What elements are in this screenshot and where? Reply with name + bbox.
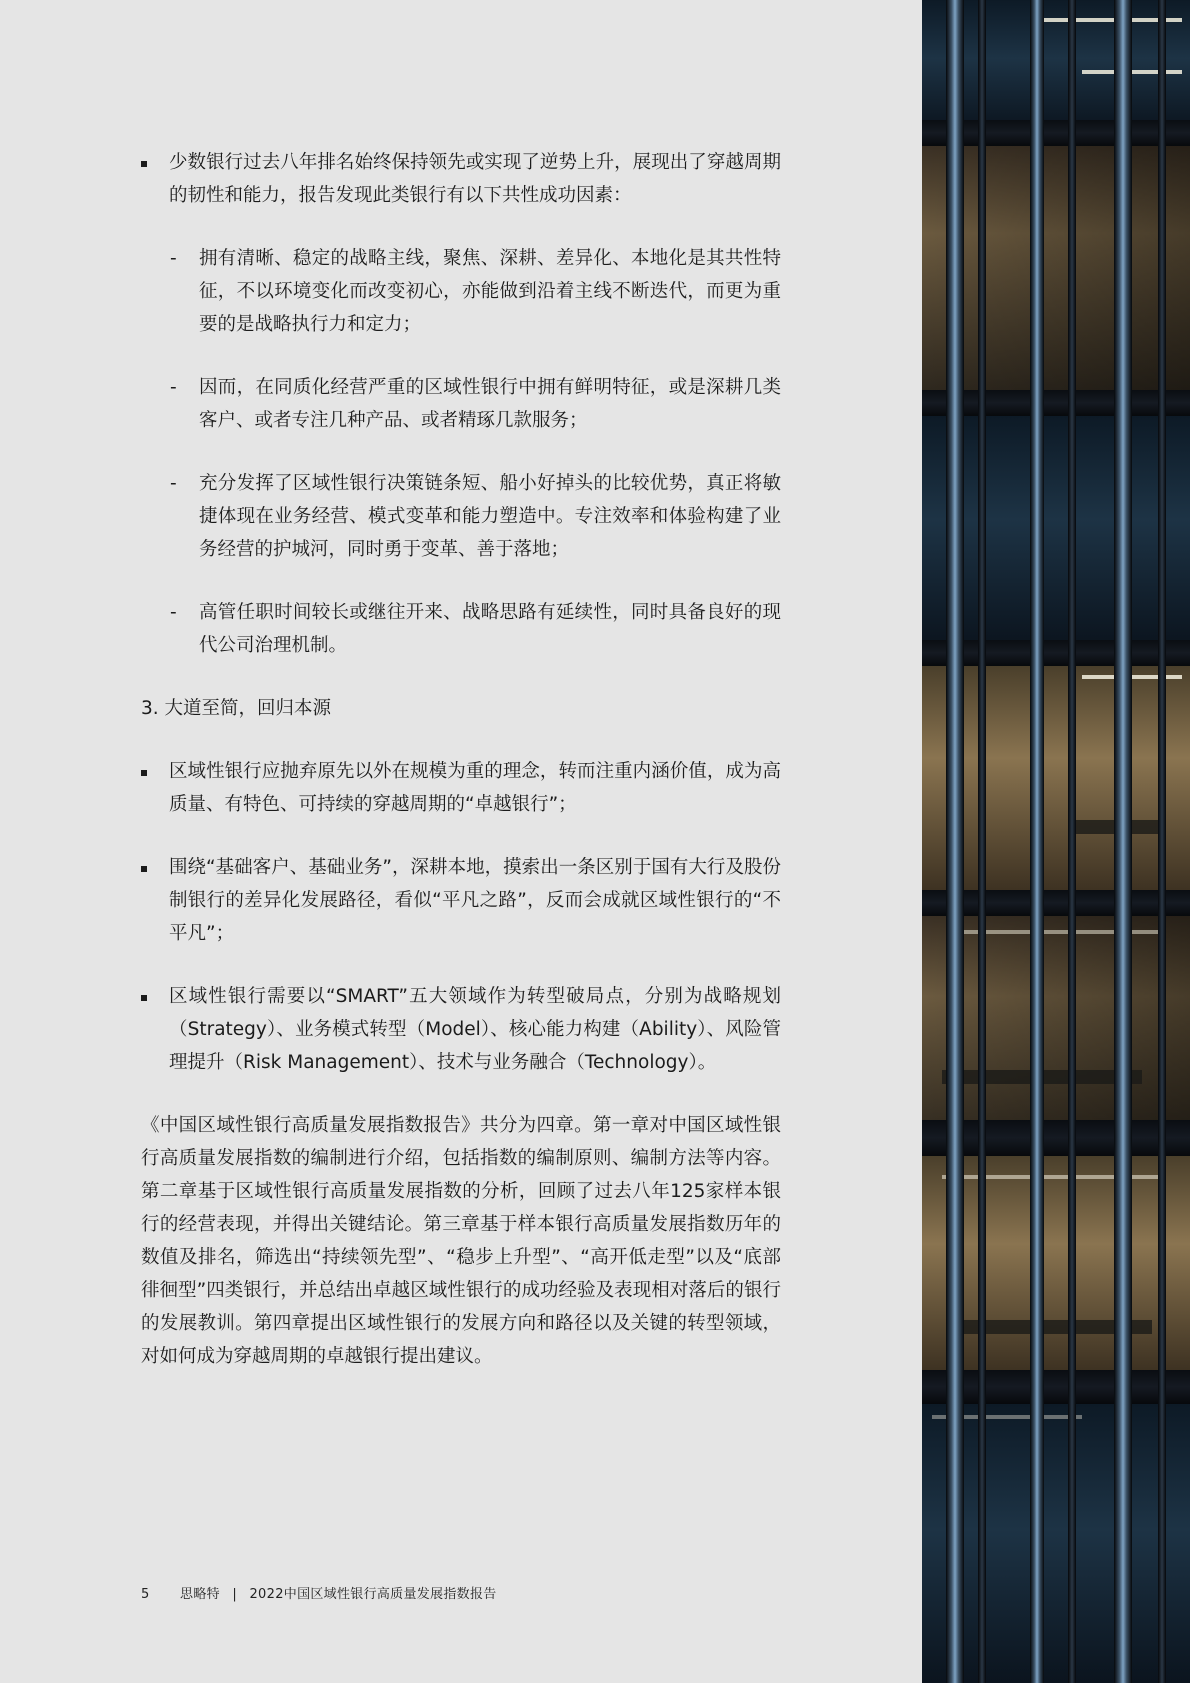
facade-mullion <box>1158 0 1166 1683</box>
dash-text: 充分发挥了区域性银行决策链条短、船小好掉头的比较优势，真正将敏捷体现在业务经营、模式变革和能力塑造中。专注效率和体验构建了业务经营的护城河，同时勇于变革、善于落地； <box>199 473 781 560</box>
square-bullet-icon <box>141 866 147 872</box>
facade-mullion <box>1030 0 1044 1683</box>
facade-mullion <box>1114 0 1132 1683</box>
dash-marker: - <box>170 473 177 494</box>
bullet-text: 少数银行过去八年排名始终保持领先或实现了逆势上升，展现出了穿越周期的韧性和能力，报告发现此类银行有以下共性成功因素： <box>169 152 781 206</box>
bullet-item-intrinsic-value <box>141 755 781 821</box>
dash-text: 高管任职时间较长或继往开来、战略思路有延续性，同时具备良好的现代公司治理机制。 <box>199 602 781 656</box>
dash-marker: - <box>170 248 177 269</box>
bullet-text: 区域性银行需要以“SMART”五大领域作为转型破局点，分别为战略规划（Strategy）、业务模式转型（Model）、核心能力构建（Ability）、风险管理提升（Risk Management）、技术与业务融合（Technology）。 <box>169 986 781 1073</box>
ceiling-light <box>1082 675 1182 679</box>
page-footer <box>141 1583 497 1602</box>
bullet-item-smart <box>141 980 781 1079</box>
bullet-text: 围绕“基础客户、基础业务”，深耕本地，摸索出一条区别于国有大行及股份制银行的差异化发展路径，看似“平凡之路”，反而会成就区域性银行的“不平凡”； <box>169 857 781 944</box>
dash-item-governance <box>141 596 781 662</box>
section-heading: 3. 大道至简，回归本源 <box>141 698 332 719</box>
ceiling-light <box>962 930 1162 934</box>
dash-text: 拥有清晰、稳定的战略主线，聚焦、深耕、差异化、本地化是其共性特征，不以环境变化而改变初心，亦能做到沿着主线不断迭代，而更为重要的是战略执行力和定力； <box>199 248 781 335</box>
dash-marker: - <box>170 602 177 623</box>
bullet-item-success-factors <box>141 146 781 212</box>
dash-item-strategy <box>141 242 781 341</box>
square-bullet-icon <box>141 161 147 167</box>
ceiling-light <box>1082 70 1182 74</box>
dash-marker: - <box>170 377 177 398</box>
report-overview-paragraph <box>141 1109 781 1373</box>
dash-text: 因而，在同质化经营严重的区域性银行中拥有鲜明特征，或是深耕几类客户、或者专注几种产品、或者精琢几款服务； <box>199 377 781 431</box>
square-bullet-icon <box>141 770 147 776</box>
footer-report-title: 2022中国区域性银行高质量发展指数报告 <box>249 1587 497 1602</box>
footer-brand: 思略特 <box>180 1587 220 1602</box>
square-bullet-icon <box>141 995 147 1001</box>
office-tower-photo <box>922 0 1190 1683</box>
facade-mullion <box>978 0 986 1683</box>
dash-item-distinct-features <box>141 371 781 437</box>
paragraph-text: 《中国区域性银行高质量发展指数报告》共分为四章。第一章对中国区域性银行高质量发展指数的编制进行介绍，包括指数的编制原则、编制方法等内容。第二章基于区域性银行高质量发展指数的分析，回顾了过去八年125家样本银行的经营表现，并得出关键结论。第三章基于样本银行高质量发展指数历年的数值及排名，筛选出“持续领先型”、“稳步上升型”、“高开低走型”以及“底部徘徊型”四类银行，并总结出卓越区域性银行的成功经验及表现相对落后的银行的发展教训。第四章提出区域性银行的发展方向和路径以及关键的转型领域，对如何成为穿越周期的卓越银行提出建议。 <box>141 1115 781 1367</box>
dash-item-agility <box>141 467 781 566</box>
main-text-column <box>141 146 781 1373</box>
facade-mullion <box>1068 0 1076 1683</box>
bullet-text: 区域性银行应抛弃原先以外在规模为重的理念，转而注重内涵价值，成为高质量、有特色、可持续的穿越周期的“卓越银行”； <box>169 761 781 815</box>
footer-separator: | <box>232 1587 238 1602</box>
page-number: 5 <box>141 1587 150 1602</box>
bullet-item-local-focus <box>141 851 781 950</box>
facade-mullion <box>946 0 964 1683</box>
